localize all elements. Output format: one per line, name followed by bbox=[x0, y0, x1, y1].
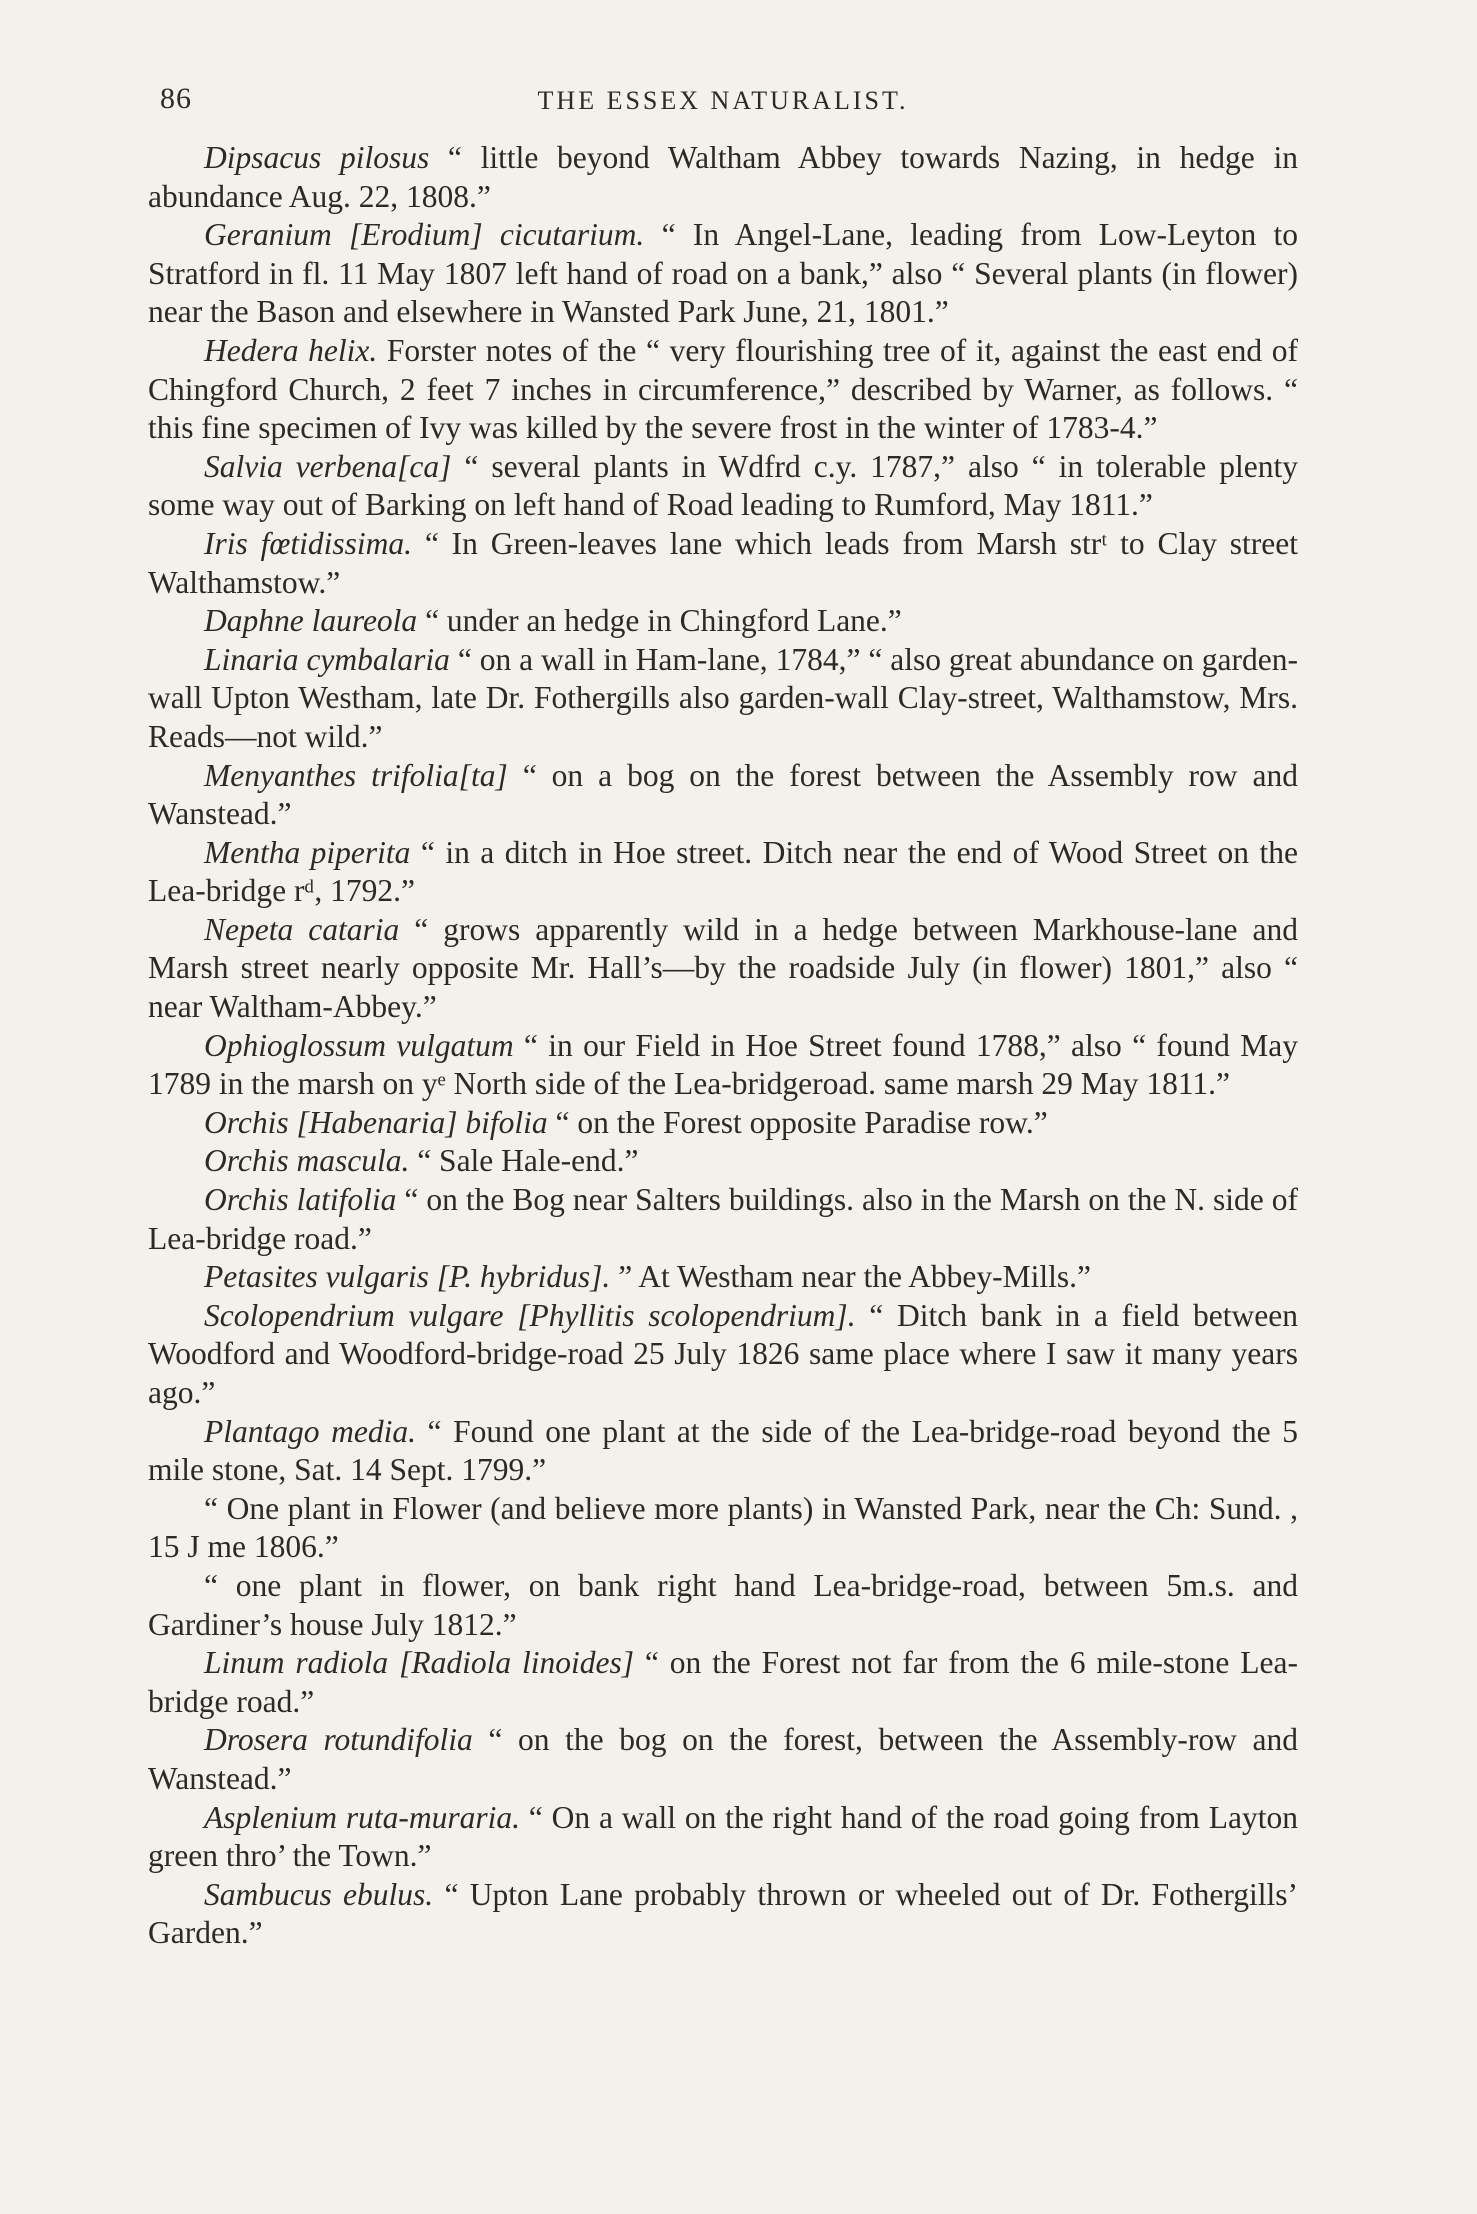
species-name: Linum radiola [Radiola linoides] bbox=[204, 1645, 634, 1681]
species-name: Sambucus ebulus. bbox=[204, 1876, 434, 1912]
running-head: THE ESSEX NATURALIST. bbox=[537, 86, 909, 115]
species-name: Hedera helix. bbox=[204, 332, 378, 368]
species-name: Iris fœtidissima. bbox=[204, 525, 413, 561]
species-name: Drosera rotundifolia bbox=[204, 1722, 473, 1758]
entry-text: ” At Westham near the Abbey-Mills.” bbox=[610, 1259, 1091, 1295]
entry-paragraph bbox=[148, 834, 1298, 911]
entry-paragraph bbox=[148, 1027, 1298, 1104]
entry-text: “ In Green-leaves lane which leads from Marsh strᵗ to Clay street Walthamstow.” bbox=[148, 525, 1299, 600]
entry-text: “ on the bog on the forest, between the Assembly-row and Wanstead.” bbox=[148, 1722, 1298, 1796]
entry-paragraph bbox=[148, 911, 1298, 1027]
entry-paragraph bbox=[148, 1413, 1298, 1490]
species-name: Salvia verbena[ca] bbox=[204, 448, 452, 484]
entry-text: “ on a wall in Ham-lane, 1784,” “ also great abundance on garden-wall Upton Westham, late Dr. Fothergills also garden-wall Clay-street, Walthamstow, Mrs. Reads—not wild.” bbox=[148, 641, 1298, 754]
species-name: Linaria cymbalaria bbox=[204, 641, 450, 677]
entry-text: “ Ditch bank in a field between Woodford and Woodford-bridge-road 25 July 1826 same place where I saw it many years ago.” bbox=[148, 1297, 1298, 1410]
species-name: Geranium [Erodium] cicutarium. bbox=[204, 217, 645, 253]
entry-text: “ in our Field in Hoe Street found 1788,” also “ found May 1789 in the marsh on yᵉ North side of the Lea-bridgeroad. same marsh 29 May 1811.” bbox=[148, 1027, 1298, 1102]
entry-paragraph bbox=[148, 602, 1298, 641]
entry-text: “ on a bog on the forest between the Assembly row and Wanstead.” bbox=[148, 757, 1299, 832]
species-name: Orchis latifolia bbox=[204, 1182, 397, 1218]
species-name: Mentha piperita bbox=[204, 834, 411, 870]
entry-text: “ under an hedge in Chingford Lane.” bbox=[417, 603, 902, 639]
entry-text: “ One plant in Flower (and believe more plants) in Wansted Park, near the Ch: Sund. , 15 J me 1806.” bbox=[148, 1490, 1298, 1565]
entry-paragraph bbox=[148, 1721, 1298, 1798]
species-name: Asplenium ruta-muraria. bbox=[204, 1799, 520, 1835]
body-text bbox=[148, 139, 1298, 1953]
species-name: Plantago media. bbox=[204, 1413, 416, 1449]
entry-paragraph bbox=[148, 1876, 1298, 1953]
entry-paragraph bbox=[148, 1104, 1298, 1143]
entry-text: “ several plants in Wdfrd c.y. 1787,” also “ in tolerable plenty some way out of Barking on left hand of Road leading to Rumford, May 1811.” bbox=[148, 448, 1298, 523]
species-name: Daphne laureola bbox=[204, 603, 418, 639]
entry-paragraph bbox=[148, 139, 1298, 216]
entry-text: Forster notes of the “ very flourishing tree of it, against the east end of Chingford Church, 2 feet 7 inches in circumference,” described by Warner, as follows. “ this fine specimen of Ivy was killed by the severe frost in the winter of 1783-4.” bbox=[148, 332, 1299, 446]
species-name: Orchis mascula. bbox=[204, 1143, 410, 1179]
species-name: Orchis [Habenaria] bifolia bbox=[204, 1104, 548, 1140]
entry-text: “ little beyond Waltham Abbey towards Nazing, in hedge in abundance Aug. 22, 1808.” bbox=[148, 140, 1298, 214]
entry-paragraph bbox=[148, 1644, 1298, 1721]
entry-paragraph bbox=[148, 1181, 1298, 1258]
entry-paragraph bbox=[148, 1799, 1298, 1876]
entry-text: “ Upton Lane probably thrown or wheeled out of Dr. Fothergills’ Garden.” bbox=[148, 1876, 1298, 1951]
entry-paragraph bbox=[148, 525, 1298, 602]
entry-text: “ on the Forest opposite Paradise row.” bbox=[547, 1104, 1048, 1140]
entry-paragraph bbox=[148, 1142, 1298, 1181]
entry-paragraph bbox=[148, 1567, 1298, 1644]
species-name: Menyanthes trifolia[ta] bbox=[204, 757, 508, 793]
species-name: Scolopendrium vulgare [Phyllitis scolopendrium]. bbox=[204, 1297, 856, 1333]
species-name: Ophioglossum vulgatum bbox=[204, 1027, 514, 1063]
page-number: 86 bbox=[160, 82, 192, 115]
entry-text: “ one plant in flower, on bank right hand Lea-bridge-road, between 5m.s. and Gardiner’s house July 1812.” bbox=[148, 1567, 1298, 1642]
entry-text: “ In Angel-Lane, leading from Low-Leyton to Stratford in fl. 11 May 1807 left hand of road on a bank,” also “ Several plants (in flower) near the Bason and elsewhere in Wansted Park June, 21, 1801.” bbox=[148, 217, 1299, 330]
species-name: Nepeta cataria bbox=[204, 911, 400, 947]
entry-text: “ in a ditch in Hoe street. Ditch near the end of Wood Street on the Lea-bridge rᵈ, 1792.” bbox=[148, 834, 1299, 909]
entry-paragraph bbox=[148, 757, 1298, 834]
species-name: Petasites vulgaris [P. hybridus]. bbox=[204, 1259, 611, 1295]
entry-paragraph bbox=[148, 448, 1298, 525]
entry-paragraph bbox=[148, 332, 1298, 448]
entry-text: “ on the Forest not far from the 6 mile-stone Lea-bridge road.” bbox=[148, 1645, 1298, 1719]
entry-paragraph bbox=[148, 216, 1298, 332]
entry-text: “ Found one plant at the side of the Lea-bridge-road beyond the 5 mile stone, Sat. 14 Sept. 1799.” bbox=[148, 1413, 1298, 1488]
entry-text: “ on the Bog near Salters buildings. also in the Marsh on the N. side of Lea-bridge road.” bbox=[148, 1182, 1298, 1256]
entry-text: “ On a wall on the right hand of the road going from Layton green thro’ the Town.” bbox=[148, 1799, 1298, 1874]
entry-paragraph bbox=[148, 641, 1298, 757]
species-name: Dipsacus pilosus bbox=[204, 140, 430, 175]
page-header bbox=[148, 82, 1298, 122]
entry-text: “ Sale Hale-end.” bbox=[409, 1143, 639, 1179]
entry-paragraph bbox=[148, 1258, 1298, 1297]
entry-paragraph bbox=[148, 1297, 1298, 1413]
entry-paragraph bbox=[148, 1490, 1298, 1567]
entry-text: “ grows apparently wild in a hedge between Markhouse-lane and Marsh street nearly opposite Mr. Hall’s—by the roadside July (in flower) 1801,” also “ near Waltham-Abbey.” bbox=[148, 911, 1299, 1025]
